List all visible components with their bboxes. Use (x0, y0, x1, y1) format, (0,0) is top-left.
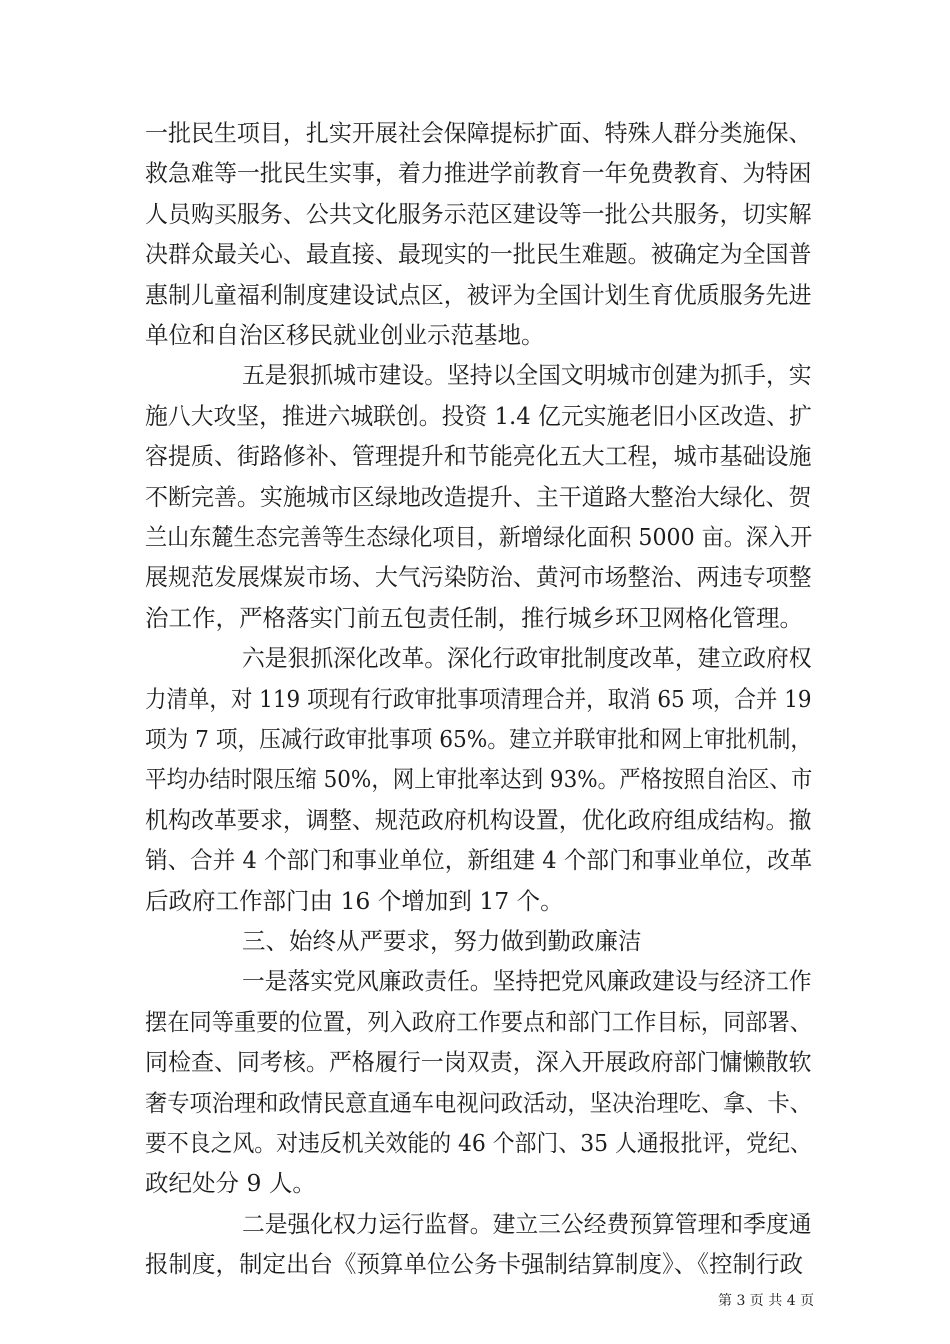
text-line: 后政府工作部门由 16 个增加到 17 个。 (145, 887, 564, 915)
text-line: 奢专项治理和政情民意直通车电视问政活动，坚决治理吃、拿、卡、 (145, 1089, 812, 1117)
text-line: 人员购买服务、公共文化服务示范区建设等一批公共服务，切实解 (145, 200, 812, 228)
text-line: 报制度，制定出台《预算单位公务卡强制结算制度》、《控制行政 (145, 1250, 803, 1278)
text-line: 力清单，对 119 项现有行政审批事项清理合并，取消 65 项，合并 19 (145, 685, 812, 713)
text-line: 惠制儿童福利制度建设试点区，被评为全国计划生育优质服务先进 (145, 281, 812, 309)
paragraph-start-line: 一是落实党风廉政责任。坚持把党风廉政建设与经济工作 (242, 967, 812, 995)
paragraph-start-line: 六是狠抓深化改革。深化行政审批制度改革，建立政府权 (242, 644, 812, 672)
paragraph-start-line: 五是狠抓城市建设。坚持以全国文明城市创建为抓手，实 (242, 361, 812, 389)
text-line: 政纪处分 9 人。 (145, 1169, 316, 1197)
text-line: 治工作，严格落实门前五包责任制，推行城乡环卫网格化管理。 (145, 604, 803, 632)
paragraph-start-line: 二是强化权力运行监督。建立三公经费预算管理和季度通 (242, 1210, 812, 1238)
text-line: 项为 7 项，压减行政审批事项 65%。建立并联审批和网上审批机制， (145, 725, 813, 753)
text-line: 兰山东麓生态完善等生态绿化项目，新增绿化面积 5000 亩。深入开 (145, 523, 813, 551)
page-number: 第 3 页 共 4 页 (718, 1293, 815, 1309)
text-line: 救急难等一批民生实事，着力推进学前教育一年免费教育、为特困 (145, 159, 812, 187)
text-line: 要不良之风。对违反机关效能的 46 个部门、35 人通报批评，党纪、 (145, 1129, 812, 1157)
text-line: 展规范发展煤炭市场、大气污染防治、黄河市场整治、两违专项整 (145, 563, 812, 591)
text-line: 平均办结时限压缩 50%，网上审批率达到 93%。严格按照自治区、市 (145, 765, 813, 793)
text-line: 施八大攻坚，推进六城联创。投资 1.4 亿元实施老旧小区改造、扩 (145, 402, 812, 430)
text-line: 不断完善。实施城市区绿地改造提升、主干道路大整治大绿化、贺 (145, 483, 812, 511)
text-line: 摆在同等重要的位置，列入政府工作要点和部门工作目标，同部署、 (145, 1008, 812, 1036)
text-line: 一批民生项目，扎实开展社会保障提标扩面、特殊人群分类施保、 (145, 119, 812, 147)
text-line: 同检查、同考核。严格履行一岗双责，深入开展政府部门慵懒散软 (145, 1048, 812, 1076)
text-line: 销、合并 4 个部门和事业单位，新组建 4 个部门和事业单位，改革 (145, 846, 813, 874)
section-heading: 三、始终从严要求，努力做到勤政廉洁 (242, 927, 642, 955)
text-line: 容提质、街路修补、管理提升和节能亮化五大工程，城市基础设施 (145, 442, 812, 470)
text-line: 单位和自治区移民就业创业示范基地。 (145, 321, 545, 349)
text-line: 决群众最关心、最直接、最现实的一批民生难题。被确定为全国普 (145, 240, 812, 268)
text-line: 机构改革要求，调整、规范政府机构设置，优化政府组成结构。撤 (145, 806, 812, 834)
